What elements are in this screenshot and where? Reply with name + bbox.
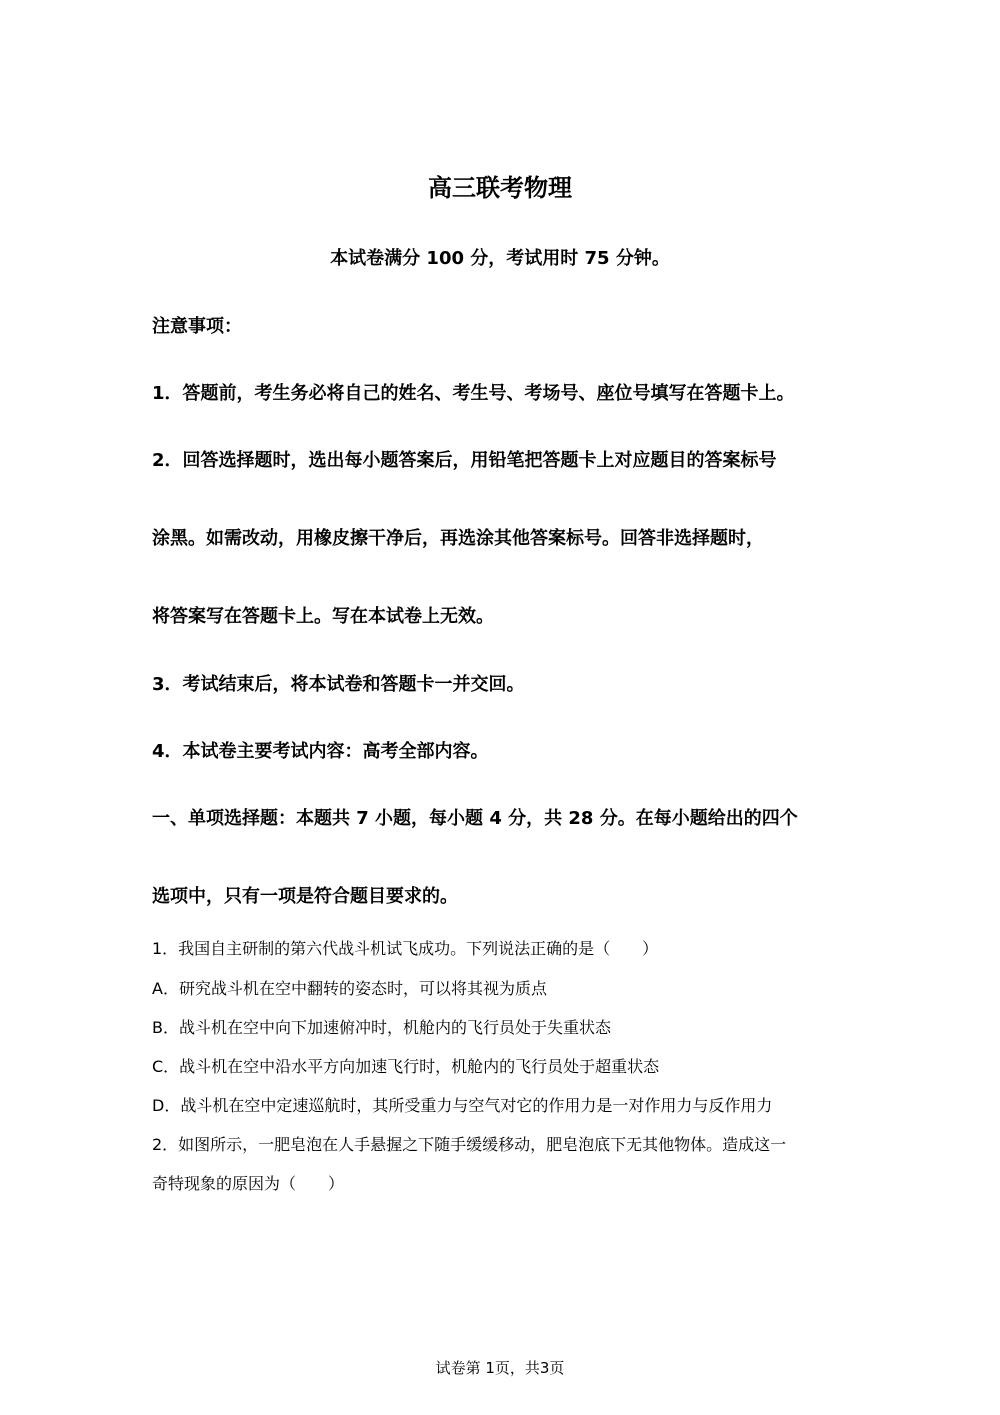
notice-heading: 注意事项：: [152, 316, 242, 337]
notice-item-2-line-3: 将答案写在答题卡上。写在本试卷上无效。: [152, 606, 494, 627]
notice-item-1: 1．答题前，考生务必将自己的姓名、考生号、考场号、座位号填写在答题卡上。: [152, 383, 795, 404]
notice-item-4: 4．本试卷主要考试内容：高考全部内容。: [152, 741, 489, 762]
page-footer: 试卷第 1页，共3页: [435, 1359, 565, 1377]
question-1-option-b: B．战斗机在空中向下加速俯冲时，机舱内的飞行员处于失重状态: [152, 1018, 611, 1037]
question-1-stem: 1．我国自主研制的第六代战斗机试飞成功。下列说法正确的是（ ）: [152, 939, 659, 958]
exam-title: 高三联考物理: [428, 174, 572, 202]
notice-item-2-line-1: 2．回答选择题时，选出每小题答案后，用铅笔把答题卡上对应题目的答案标号: [152, 450, 777, 471]
question-2-line-1: 2．如图所示，一肥皂泡在人手悬握之下随手缓缓移动，肥皂泡底下无其他物体。造成这一: [152, 1135, 787, 1154]
question-1-option-d: D．战斗机在空中定速巡航时，其所受重力与空气对它的作用力是一对作用力与反作用力: [152, 1096, 773, 1115]
exam-subtitle: 本试卷满分 100 分，考试用时 75 分钟。: [330, 248, 670, 269]
notice-item-2-line-2: 涂黑。如需改动，用橡皮擦干净后，再选涂其他答案标号。回答非选择题时，: [152, 528, 764, 549]
notice-item-3: 3．考试结束后，将本试卷和答题卡一并交回。: [152, 674, 525, 695]
question-2-line-2: 奇特现象的原因为（ ）: [152, 1174, 345, 1193]
section-heading-line-1: 一、单项选择题：本题共 7 小题，每小题 4 分，共 28 分。在每小题给出的四个: [152, 808, 798, 829]
question-1-option-c: C．战斗机在空中沿水平方向加速飞行时，机舱内的飞行员处于超重状态: [152, 1057, 660, 1076]
question-1-option-a: A．研究战斗机在空中翻转的姿态时，可以将其视为质点: [152, 979, 547, 998]
section-heading-line-2: 选项中，只有一项是符合题目要求的。: [152, 886, 458, 907]
